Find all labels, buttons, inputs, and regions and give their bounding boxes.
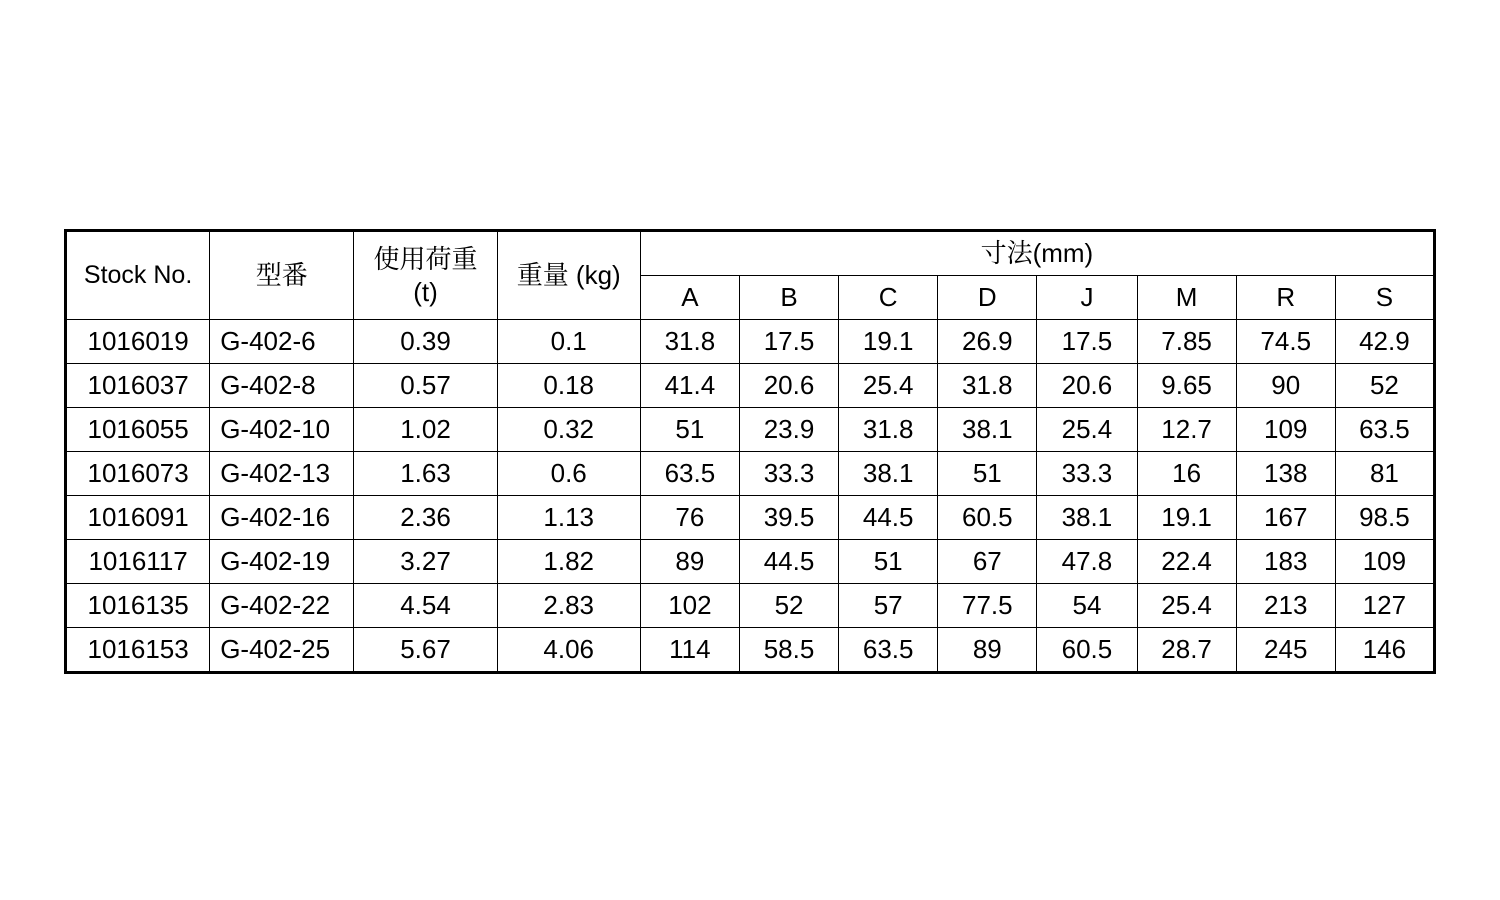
dim-j-cell: 17.5 — [1037, 320, 1137, 364]
stock-no-cell: 1016117 — [66, 540, 210, 584]
model-cell: G-402-10 — [210, 408, 354, 452]
dim-j-cell: 47.8 — [1037, 540, 1137, 584]
header-dim-b: B — [739, 276, 838, 320]
dim-c-cell: 19.1 — [839, 320, 938, 364]
dim-j-cell: 54 — [1037, 584, 1137, 628]
dim-c-cell: 57 — [839, 584, 938, 628]
table-row — [66, 364, 1435, 408]
stock-no-cell: 1016073 — [66, 452, 210, 496]
dim-d-cell: 60.5 — [938, 496, 1037, 540]
working-load-cell: 2.36 — [354, 496, 497, 540]
dim-d-cell: 26.9 — [938, 320, 1037, 364]
working-load-cell: 0.57 — [354, 364, 497, 408]
weight-cell: 0.1 — [497, 320, 640, 364]
model-cell: G-402-25 — [210, 628, 354, 673]
dim-r-cell: 213 — [1236, 584, 1335, 628]
working-load-cell: 0.39 — [354, 320, 497, 364]
header-working-load-unit: (t) — [413, 276, 438, 307]
dim-d-cell: 89 — [938, 628, 1037, 673]
dim-a-cell: 102 — [640, 584, 739, 628]
dim-r-cell: 74.5 — [1236, 320, 1335, 364]
model-cell: G-402-6 — [210, 320, 354, 364]
stock-no-cell: 1016153 — [66, 628, 210, 673]
stock-no-cell: 1016055 — [66, 408, 210, 452]
dim-j-cell: 38.1 — [1037, 496, 1137, 540]
dim-j-cell: 60.5 — [1037, 628, 1137, 673]
header-row — [66, 231, 1435, 276]
dim-a-cell: 63.5 — [640, 452, 739, 496]
dim-d-cell: 38.1 — [938, 408, 1037, 452]
header-dim-s: S — [1335, 276, 1434, 320]
dim-b-cell: 58.5 — [739, 628, 838, 673]
dim-m-cell: 22.4 — [1137, 540, 1236, 584]
table-row — [66, 408, 1435, 452]
dim-c-cell: 31.8 — [839, 408, 938, 452]
spec-table — [64, 229, 1436, 674]
dim-d-cell: 31.8 — [938, 364, 1037, 408]
stock-no-cell: 1016135 — [66, 584, 210, 628]
dim-a-cell: 31.8 — [640, 320, 739, 364]
header-model: 型番 — [210, 231, 354, 320]
header-stock-no: Stock No. — [66, 231, 210, 320]
table-row — [66, 320, 1435, 364]
weight-cell: 1.82 — [497, 540, 640, 584]
header-dim-c: C — [839, 276, 938, 320]
stock-no-cell: 1016019 — [66, 320, 210, 364]
dim-c-cell: 38.1 — [839, 452, 938, 496]
table-row — [66, 584, 1435, 628]
stock-no-cell: 1016091 — [66, 496, 210, 540]
dim-j-cell: 33.3 — [1037, 452, 1137, 496]
dim-c-cell: 25.4 — [839, 364, 938, 408]
weight-cell: 0.32 — [497, 408, 640, 452]
dim-b-cell: 17.5 — [739, 320, 838, 364]
weight-cell: 1.13 — [497, 496, 640, 540]
dim-r-cell: 183 — [1236, 540, 1335, 584]
dim-d-cell: 67 — [938, 540, 1037, 584]
dim-j-cell: 20.6 — [1037, 364, 1137, 408]
dim-m-cell: 16 — [1137, 452, 1236, 496]
dim-r-cell: 138 — [1236, 452, 1335, 496]
table-row — [66, 628, 1435, 673]
dim-m-cell: 12.7 — [1137, 408, 1236, 452]
header-working-load — [354, 231, 497, 320]
table-row — [66, 540, 1435, 584]
table-row — [66, 452, 1435, 496]
dim-s-cell: 146 — [1335, 628, 1434, 673]
dim-a-cell: 51 — [640, 408, 739, 452]
dim-s-cell: 109 — [1335, 540, 1434, 584]
dim-b-cell: 52 — [739, 584, 838, 628]
weight-cell: 2.83 — [497, 584, 640, 628]
dim-b-cell: 20.6 — [739, 364, 838, 408]
working-load-cell: 5.67 — [354, 628, 497, 673]
dim-a-cell: 41.4 — [640, 364, 739, 408]
dim-s-cell: 98.5 — [1335, 496, 1434, 540]
table-body — [66, 320, 1435, 673]
header-dim-m: M — [1137, 276, 1236, 320]
header-weight: 重量 (kg) — [497, 231, 640, 320]
working-load-cell: 4.54 — [354, 584, 497, 628]
weight-cell: 0.18 — [497, 364, 640, 408]
working-load-cell: 3.27 — [354, 540, 497, 584]
dim-b-cell: 33.3 — [739, 452, 838, 496]
dim-b-cell: 44.5 — [739, 540, 838, 584]
working-load-cell: 1.02 — [354, 408, 497, 452]
dim-s-cell: 52 — [1335, 364, 1434, 408]
stock-no-cell: 1016037 — [66, 364, 210, 408]
model-cell: G-402-16 — [210, 496, 354, 540]
header-dim-a: A — [640, 276, 739, 320]
dim-m-cell: 7.85 — [1137, 320, 1236, 364]
dim-s-cell: 127 — [1335, 584, 1434, 628]
header-working-load-label: 使用荷重 — [373, 244, 478, 274]
dim-c-cell: 63.5 — [839, 628, 938, 673]
header-dim-d: D — [938, 276, 1037, 320]
working-load-cell: 1.63 — [354, 452, 497, 496]
weight-cell: 0.6 — [497, 452, 640, 496]
dim-c-cell: 44.5 — [839, 496, 938, 540]
dim-a-cell: 114 — [640, 628, 739, 673]
dim-r-cell: 167 — [1236, 496, 1335, 540]
table-row — [66, 496, 1435, 540]
weight-cell: 4.06 — [497, 628, 640, 673]
model-cell: G-402-8 — [210, 364, 354, 408]
dim-b-cell: 23.9 — [739, 408, 838, 452]
dim-m-cell: 19.1 — [1137, 496, 1236, 540]
dim-a-cell: 76 — [640, 496, 739, 540]
model-cell: G-402-13 — [210, 452, 354, 496]
dim-m-cell: 28.7 — [1137, 628, 1236, 673]
dim-a-cell: 89 — [640, 540, 739, 584]
dim-s-cell: 42.9 — [1335, 320, 1434, 364]
model-cell: G-402-22 — [210, 584, 354, 628]
dim-s-cell: 63.5 — [1335, 408, 1434, 452]
header-dim-j: J — [1037, 276, 1137, 320]
dim-d-cell: 77.5 — [938, 584, 1037, 628]
dim-s-cell: 81 — [1335, 452, 1434, 496]
model-cell: G-402-19 — [210, 540, 354, 584]
dim-r-cell: 90 — [1236, 364, 1335, 408]
header-dimensions: 寸法(mm) — [640, 231, 1434, 276]
dim-r-cell: 109 — [1236, 408, 1335, 452]
dim-b-cell: 39.5 — [739, 496, 838, 540]
dim-m-cell: 9.65 — [1137, 364, 1236, 408]
dim-m-cell: 25.4 — [1137, 584, 1236, 628]
header-dim-r: R — [1236, 276, 1335, 320]
dim-j-cell: 25.4 — [1037, 408, 1137, 452]
dim-d-cell: 51 — [938, 452, 1037, 496]
dim-r-cell: 245 — [1236, 628, 1335, 673]
dim-c-cell: 51 — [839, 540, 938, 584]
